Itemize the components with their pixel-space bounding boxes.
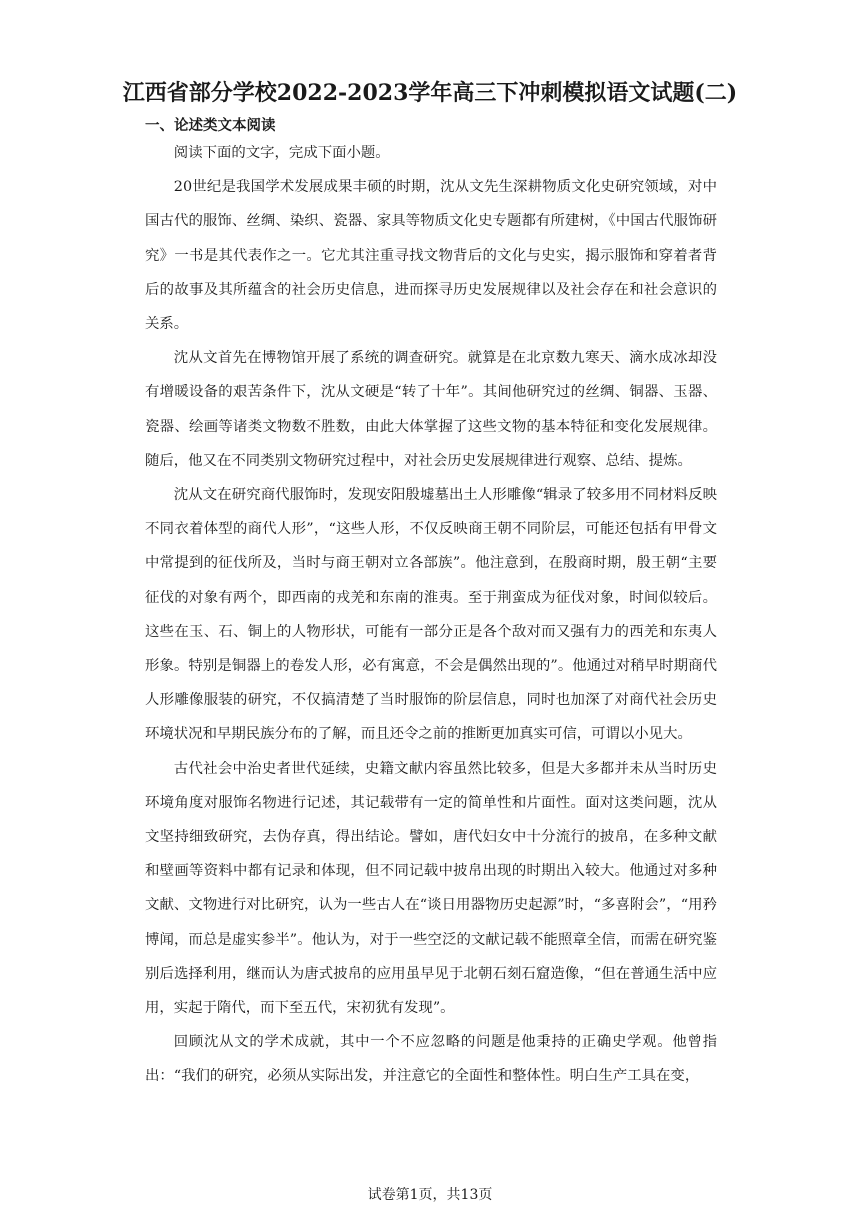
instruction-text: 阅读下面的文字，完成下面小题。: [173, 145, 390, 161]
paragraph: 古代社会中治史者世代延续，史籍文献内容虽然比较多，但是大多都并未从当时历史环境角度对服饰名物进行记述，其记载带有一定的简单性和片面性。面对这类问题，沈从文坚持细致研究，去伪存真，得出结论。譬如，唐代妇女中十分流行的披帛，在多种文献和壁画等资料中都有记录和体现，但不同记载中披帛出现的时期出入较大。他通过对多种文献、文物进行对比研究，认为一些古人在“谈日用器物历史起源”时，“多喜附会”，“用矜博闻，而总是虚实参半”。他认为，对于一些空泛的文献记载不能照章全信，而需在研究鉴别后选择利用，继而认为唐式披帛的应用虽早见于北朝石刻石窟造像，“但在普通生活中应用，实起于隋代，而下至五代，宋初犹有发现”。: [145, 760, 717, 1017]
paragraph: 沈从文在研究商代服饰时，发现安阳殷墟墓出土人形雕像“辑录了较多用不同材料反映不同衣着体型的商代人形”，“这些人形，不仅反映商王朝不同阶层，可能还包括有甲骨文中常提到的征伐所及，当时与商王朝对立各部族”。他注意到，在殷商时期，殷王朝“主要征伐的对象有两个，即西南的戎羌和东南的淮夷。至于荆蛮成为征伐对象，时间似较后。这些在玉、石、铜上的人物形状，可能有一部分正是各个敌对而又强有力的西羌和东夷人形象。特别是铜器上的卷发人形，必有寓意，不会是偶然出现的”。他通过对稍早时期商代人形雕像服装的研究，不仅搞清楚了当时服饰的阶层信息，同时也加深了对商代社会历史环境状况和早期民族分布的了解，而且还令之前的推断更加真实可信，可谓以小见大。: [145, 487, 717, 743]
article-body: [145, 136, 717, 1094]
paragraph: 沈从文首先在博物馆开展了系统的调查研究。就算是在北京数九寒天、滴水成冰却没有增暖设备的艰苦条件下，沈从文硬是“转了十年”。其间他研究过的丝绸、铜器、玉器、瓷器、绘画等诸类文物数不胜数，由此大体掌握了这些文物的基本特征和变化发展规律。随后，他又在不同类别文物研究过程中，对社会历史发展规律进行观察、总结、提炼。: [145, 350, 717, 469]
paragraph: 回顾沈从文的学术成就，其中一个不应忽略的问题是他秉持的正确史学观。他曾指出：“我们的研究，必须从实际出发，并注意它的全面性和整体性。明白生产工具在变，: [145, 1034, 717, 1085]
page-footer: 试卷第1页，共13页: [367, 1187, 493, 1203]
paragraph: 20世纪是我国学术发展成果丰硕的时期，沈从文先生深耕物质文化史研究领域，对中国古代的服饰、丝绸、染织、瓷器、家具等物质文化史专题都有所建树，《中国古代服饰研究》一书是其代表作之一。它尤其注重寻找文物背后的文化与史实，揭示服饰和穿着者背后的故事及其所蕴含的社会历史信息，进而探寻历史发展规律以及社会存在和社会意识的关系。: [145, 179, 717, 333]
document-title: 江西省部分学校2022-2023学年高三下冲刺模拟语文试题(二): [122, 80, 738, 106]
section-heading: 一、论述类文本阅读: [145, 118, 276, 134]
